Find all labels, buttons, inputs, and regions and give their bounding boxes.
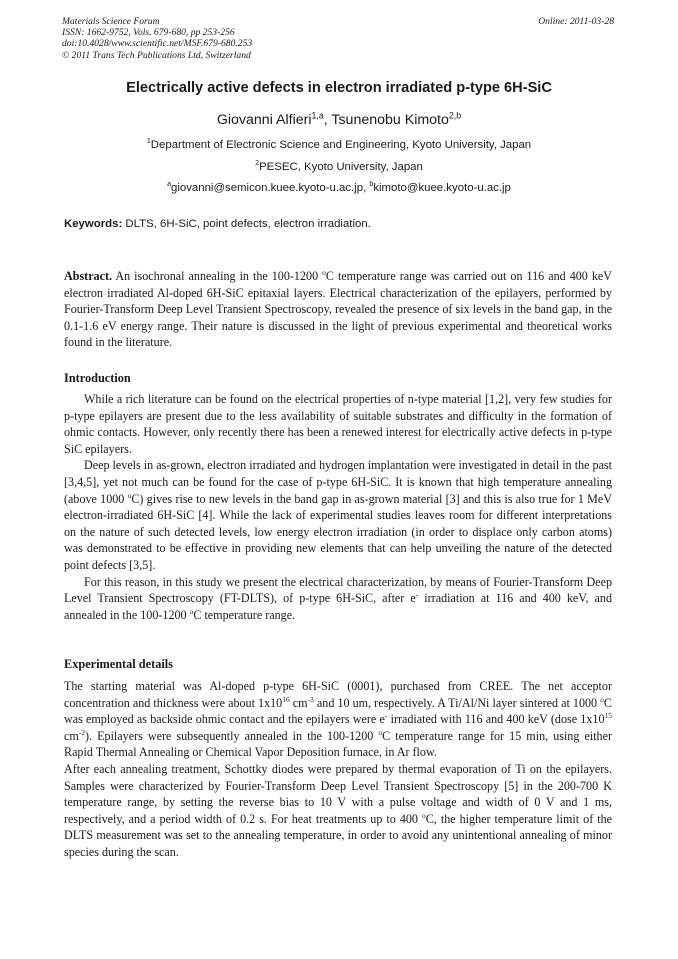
journal-issn: ISSN: 1662-9752, Vols. 679-680, pp 253-256 [62, 27, 235, 39]
paragraph-text: Deep levels in as-grown, electron irradiated and hydrogen implantation were investigated in detail in the past [3,4,5], yet not much can be found for the case of p-type 6H-SiC. It is known that high temperature annealing (above 1000 [64, 458, 612, 506]
journal-header [62, 16, 402, 61]
author-emails [0, 182, 678, 194]
abstract [64, 268, 612, 351]
paragraph-text: cm [64, 728, 79, 743]
paragraph-text: ). Epilayers were subsequently annealed in the 100-1200 [85, 728, 379, 743]
paragraph-text: After each annealing treatment, Schottky diodes were prepared by thermal evaporation of Ti on the epilayers. Samples were characterized by Fourier-Transform Deep Level Transient Spectroscopy [5] in the 200-700 K temperature range, by setting the reverse bias to 10 V with a pulse voltage and width of 0 V and 1 ms, respectively, and a period width of 0.2 s. For heat treatments up to 400 [64, 761, 612, 826]
author-affiliation-mark: 2,b [448, 110, 462, 121]
affiliation-2 [0, 161, 678, 173]
degree-mark: o [322, 267, 326, 277]
journal-doi: doi:10.4028/www.scientific.net/MSF.679-680.253 [62, 38, 253, 50]
exponent: 16 [282, 694, 290, 704]
paragraph-text: C, the higher temperature limit of the DLTS measurement was set to the annealing temperature, in order to avoid any unintentional annealing of minor species during the scan. [64, 811, 613, 859]
degree-mark: o [421, 810, 426, 820]
abstract-label: Abstract. [64, 269, 113, 283]
paragraph-text: C temperature range for 15 min, using either Rapid Thermal Annealing or Chemical Vapor Deposition furnace, in Ar flow. [64, 728, 612, 760]
exponent: 15 [604, 711, 612, 721]
paragraph-text: cm [289, 695, 308, 710]
keywords-label: Keywords: [64, 218, 123, 230]
paragraph-text: irradiation at 116 and 400 keV, and annealed in the 100-1200 [64, 591, 612, 622]
section-heading-experimental: Experimental details [64, 657, 173, 671]
online-date: Online: 2011-03-28 [538, 16, 614, 27]
affiliation-mark: 1 [146, 138, 151, 146]
exponent: -3 [307, 694, 314, 704]
email-address: giovanni@semicon.kuee.kyoto-u.ac.jp [171, 182, 364, 194]
paper-title: Electrically active defects in electron irradiated p-type 6H-SiC [126, 80, 552, 96]
paragraph [64, 574, 612, 624]
superscript: - [415, 590, 419, 600]
introduction-body [64, 391, 612, 623]
keywords-text: DLTS, 6H-SiC, point defects, electron irradiation. [122, 218, 371, 230]
paragraph-text: For this reason, in this study we present the electrical characterization, by means of Fourier-Transform Deep Level Transient Spectroscopy (FT-DLTS), of p-type 6H-SiC, after e [64, 574, 612, 606]
paragraph-text: C temperature range. [193, 607, 296, 622]
degree-mark: o [189, 606, 194, 616]
paragraph-text: C) gives rise to new levels in the band gap in as-grown material [3] and this is also true for 1 MeV electron-irradiated 6H-SiC [4]. While the lack of experimental studies leaves room for different interpretations on the nature of such detected levels, low energy electron irradiation (in order to displace only carbon atoms) was demonstrated to be effective in providing new elements that can help unveiling the nature of the detected point defects [3,5]. [64, 491, 612, 572]
paragraph [64, 678, 612, 761]
email-separator: , [363, 182, 370, 194]
abstract-text: An isochronal annealing in the 100-1200 [112, 269, 323, 283]
abstract-text: C temperature range was carried out on 116 and 400 keV electron irradiated Al-doped 6H-SiC epitaxial layers. Electrical characterization of the epilayers, performed by Fourier-Transform Deep Level Transient Spectroscopy, revealed the presence of six levels in the band gap, in the 0.1-1.6 eV energy range. Their nature is discussed in the light of previous experimental and theoretical works found in the literature. [64, 269, 612, 350]
affiliation-text: PESEC, Kyoto University, Japan [259, 161, 423, 173]
superscript: - [384, 711, 388, 721]
author-name: Tsunenobu Kimoto [331, 112, 449, 128]
email-mark: b [369, 181, 374, 189]
paragraph [64, 761, 612, 861]
author-affiliation-mark: 1,a [311, 110, 324, 121]
keywords [64, 218, 371, 230]
journal-copyright: © 2011 Trans Tech Publications Ltd, Switzerland [62, 49, 251, 61]
author-line [0, 112, 678, 128]
author-separator: , [323, 112, 332, 128]
paragraph-text: irradiated with 116 and 400 keV (dose 1x10 [387, 712, 605, 727]
email-address: kimoto@kuee.kyoto-u.ac.jp [373, 182, 511, 194]
paragraph-text: The starting material was Al-doped p-type 6H-SiC (0001), purchased from CREE. The net acceptor concentration and thickness were about 1x10 [64, 679, 612, 710]
paragraph [64, 457, 612, 573]
email-mark: a [167, 181, 172, 189]
degree-mark: o [600, 694, 604, 704]
section-heading-introduction: Introduction [64, 371, 131, 385]
degree-mark: o [127, 490, 132, 500]
paragraph: While a rich literature can be found on the electrical properties of n-type material [1,2], very few studies for p-type epilayers are present due to the less availability of suitable substrates and difficulty in the formation of ohmic contacts. However, only recently there has been a renewed interest for electrically active defects in p-type SiC epilayers. [64, 392, 612, 456]
journal-name: Materials Science Forum [62, 16, 160, 27]
author-name: Giovanni Alfieri [216, 112, 312, 128]
affiliation-mark: 2 [255, 160, 260, 168]
degree-mark: o [378, 727, 383, 737]
paragraph-text: C was employed as backside ohmic contact and the epilayers were e [64, 695, 612, 727]
affiliation-1 [0, 139, 678, 151]
affiliation-text: Department of Electronic Science and Engineering, Kyoto University, Japan [150, 139, 532, 151]
paragraph-text: and 10 um, respectively. A Ti/Al/Ni layer sintered at 1000 [313, 695, 601, 710]
experimental-body [64, 678, 612, 861]
exponent: -2 [78, 727, 86, 737]
